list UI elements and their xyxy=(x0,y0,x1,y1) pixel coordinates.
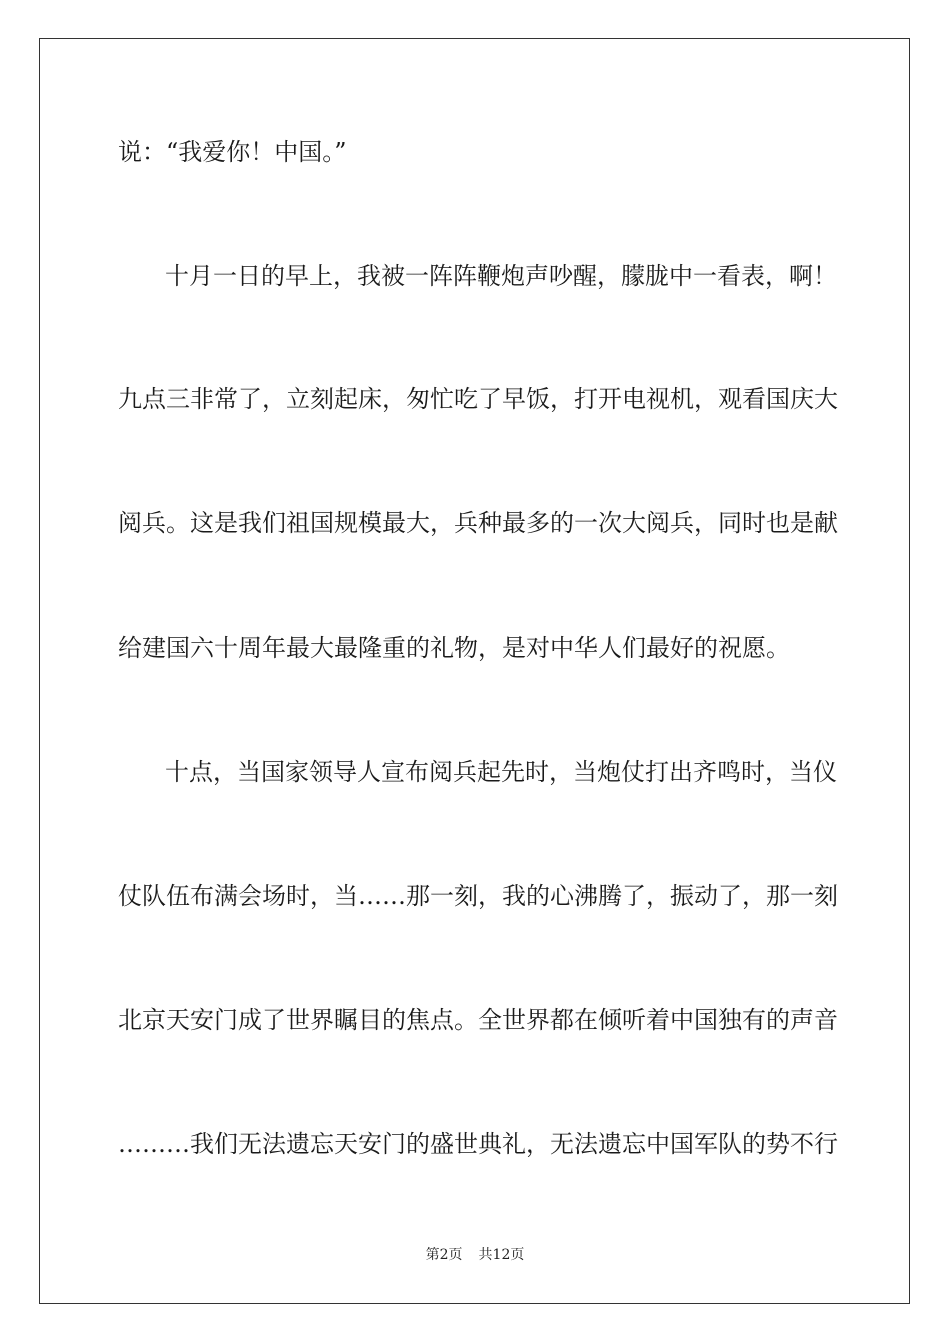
paragraph-line: 说：“我爱你！中国。” xyxy=(118,138,347,166)
paragraph-line: 阅兵。这是我们祖国规模最大，兵种最多的一次大阅兵，同时也是献 xyxy=(118,509,838,537)
page-total: 共12页 xyxy=(478,1247,525,1263)
page-border xyxy=(39,38,910,1304)
page-number: 第2页 xyxy=(425,1247,463,1263)
paragraph-line: 十点，当国家领导人宣布阅兵起先时，当炮仗打出齐鸣时，当仪 xyxy=(165,758,837,786)
page-footer xyxy=(0,1246,950,1264)
paragraph-line: 仗队伍布满会场时，当……那一刻，我的心沸腾了，振动了，那一刻 xyxy=(118,882,838,910)
paragraph-line: ………我们无法遗忘天安门的盛世典礼，无法遗忘中国军队的势不行 xyxy=(118,1130,838,1158)
paragraph-line: 北京天安门成了世界瞩目的焦点。全世界都在倾听着中国独有的声音 xyxy=(118,1006,838,1034)
paragraph-line: 给建国六十周年最大最隆重的礼物，是对中华人们最好的祝愿。 xyxy=(118,634,790,662)
paragraph-line: 九点三非常了，立刻起床，匆忙吃了早饭，打开电视机，观看国庆大 xyxy=(118,385,838,413)
paragraph-line: 十月一日的早上，我被一阵阵鞭炮声吵醒，朦胧中一看表，啊！ xyxy=(165,262,837,290)
